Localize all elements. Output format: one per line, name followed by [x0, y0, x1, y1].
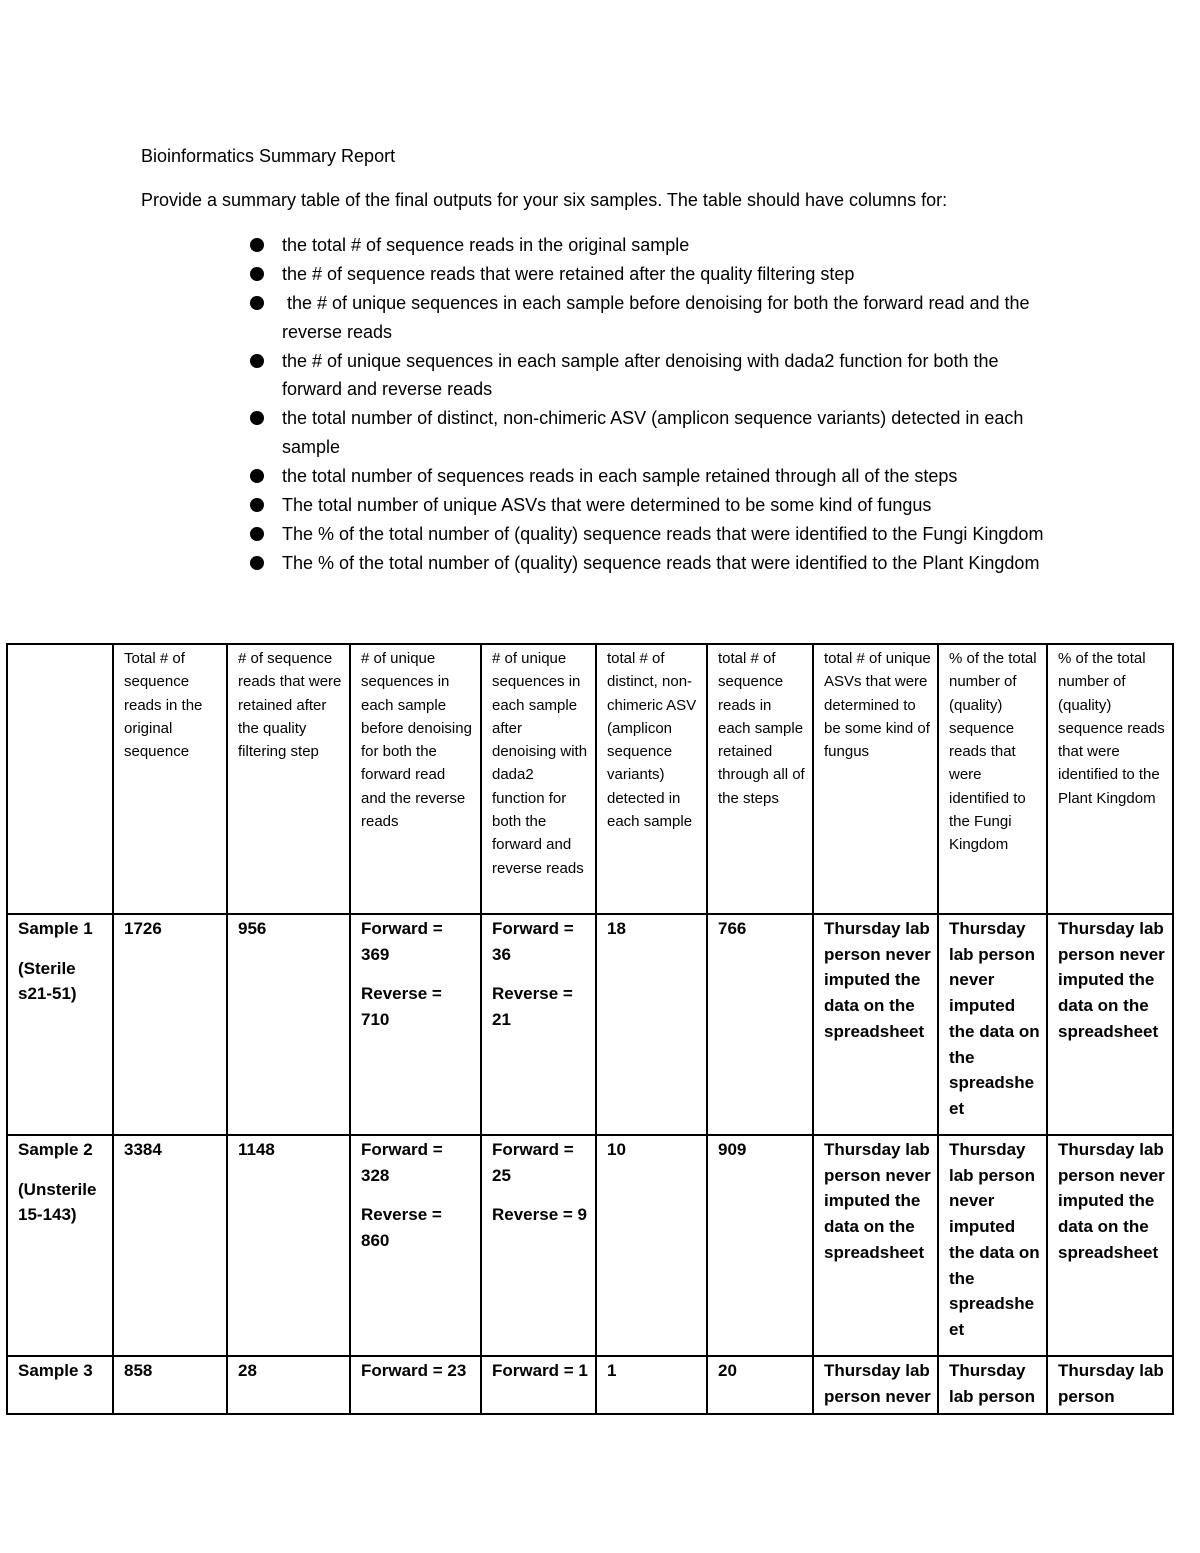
page-title: Bioinformatics Summary Report — [141, 146, 396, 166]
sample-cell — [7, 1135, 113, 1356]
list-item: the # of unique sequences in each sample before denoising for both the forward read and the reverse reads — [246, 289, 1046, 346]
column-requirements-list — [246, 231, 1046, 578]
table-row — [7, 1135, 1173, 1356]
forward-value: Forward = 36 — [492, 919, 574, 964]
table-cell — [481, 914, 596, 1135]
table-cell: Thursday lab person never imputed the data on the spreadsheet — [1047, 914, 1173, 1135]
table-cell: 3384 — [113, 1135, 227, 1356]
list-item: The total number of unique ASVs that were determined to be some kind of fungus — [246, 491, 1046, 520]
bullet-icon — [250, 296, 264, 310]
table-cell — [481, 1135, 596, 1356]
table-header-cell: # of unique sequences in each sample before denoising for both the forward read and the reverse reads — [350, 644, 481, 914]
table-header-cell: % of the total number of (quality) sequence reads that were identified to the Plant Kingdom — [1047, 644, 1173, 914]
table-header-cell: # of sequence reads that were retained after the quality filtering step — [227, 644, 350, 914]
bullet-icon — [250, 354, 264, 368]
table-cell: 10 — [596, 1135, 707, 1356]
forward-value: Forward = 23 — [361, 1361, 467, 1380]
table-header-row — [7, 644, 1173, 914]
bullet-icon — [250, 556, 264, 570]
table-cell: Thursday lab person never imputed the data on the spreadshe et — [938, 914, 1047, 1135]
forward-value: Forward = 328 — [361, 1140, 443, 1185]
table-header-cell: total # of unique ASVs that were determined to be some kind of fungus — [813, 644, 938, 914]
table-header-cell: % of the total number of (quality) sequence reads that were identified to the Fungi Kingdom — [938, 644, 1047, 914]
table-cell: Thursday lab person never imputed the data on the spreadsheet — [1047, 1135, 1173, 1356]
list-item: The % of the total number of (quality) sequence reads that were identified to the Plant Kingdom — [246, 549, 1046, 578]
intro-paragraph: Provide a summary table of the final outputs for your six samples. The table should have columns for: — [141, 190, 948, 210]
bullet-icon — [250, 469, 264, 483]
forward-value: Forward = 369 — [361, 919, 443, 964]
table-cell: 1 — [596, 1356, 707, 1414]
table-cell: 1148 — [227, 1135, 350, 1356]
list-item: the total number of sequences reads in each sample retained through all of the steps — [246, 462, 1046, 491]
table-header-cell: total # of sequence reads in each sample retained through all of the steps — [707, 644, 813, 914]
reverse-value: Reverse = 860 — [361, 1205, 442, 1251]
forward-value: Forward = 1 — [492, 1361, 588, 1380]
sample-note: (Unsterile 15-143) — [18, 1179, 97, 1225]
list-item: the # of sequence reads that were retained after the quality filtering step — [246, 260, 1046, 289]
table-cell: 18 — [596, 914, 707, 1135]
forward-value: Forward = 25 — [492, 1140, 574, 1185]
table-header-cell: Total # of sequence reads in the original sequence — [113, 644, 227, 914]
list-item: the # of unique sequences in each sample after denoising with dada2 function for both the forward and reverse reads — [246, 347, 1046, 404]
table-cell: 1726 — [113, 914, 227, 1135]
table-cell: Thursday lab person never imputed the data on the spreadsheet — [813, 1135, 938, 1356]
table-cell: Thursday lab person never — [813, 1356, 938, 1414]
table-cell: Thursday lab person never imputed the data on the spreadsheet — [813, 914, 938, 1135]
bullet-icon — [250, 267, 264, 281]
list-item: the total number of distinct, non-chimeric ASV (amplicon sequence variants) detected in each sample — [246, 404, 1046, 461]
table-row — [7, 914, 1173, 1135]
reverse-value: Reverse = 21 — [492, 984, 573, 1030]
table-cell: Thursday lab person — [938, 1356, 1047, 1414]
sample-cell — [7, 914, 113, 1135]
reverse-value: Reverse = 9 — [492, 1205, 587, 1225]
table-cell: 28 — [227, 1356, 350, 1414]
table-cell: 909 — [707, 1135, 813, 1356]
reverse-value: Reverse = 710 — [361, 984, 442, 1030]
sample-name: Sample 2 — [18, 1140, 93, 1159]
table-cell: Thursday lab person — [1047, 1356, 1173, 1414]
table-header-cell — [7, 644, 113, 914]
table-cell: Thursday lab person never imputed the data on the spreadshe et — [938, 1135, 1047, 1356]
table-cell: 858 — [113, 1356, 227, 1414]
bullet-icon — [250, 238, 264, 252]
table-cell: 956 — [227, 914, 350, 1135]
bullet-icon — [250, 411, 264, 425]
table-cell — [350, 1356, 481, 1414]
list-item: The % of the total number of (quality) sequence reads that were identified to the Fungi Kingdom — [246, 520, 1046, 549]
table-header-cell: total # of distinct, non-chimeric ASV (amplicon sequence variants) detected in each sample — [596, 644, 707, 914]
table-cell — [350, 1135, 481, 1356]
sample-note: (Sterile s21-51) — [18, 958, 77, 1004]
sample-name: Sample 1 — [18, 919, 93, 938]
summary-table — [6, 643, 1174, 1415]
table-row — [7, 1356, 1173, 1414]
table-cell — [481, 1356, 596, 1414]
sample-name: Sample 3 — [18, 1361, 93, 1380]
table-header-cell: # of unique sequences in each sample after denoising with dada2 function for both the forward and reverse reads — [481, 644, 596, 914]
sample-cell — [7, 1356, 113, 1414]
table-cell: 766 — [707, 914, 813, 1135]
table-cell: 20 — [707, 1356, 813, 1414]
list-item: the total # of sequence reads in the original sample — [246, 231, 1046, 260]
table-cell — [350, 914, 481, 1135]
bullet-icon — [250, 498, 264, 512]
bullet-icon — [250, 527, 264, 541]
